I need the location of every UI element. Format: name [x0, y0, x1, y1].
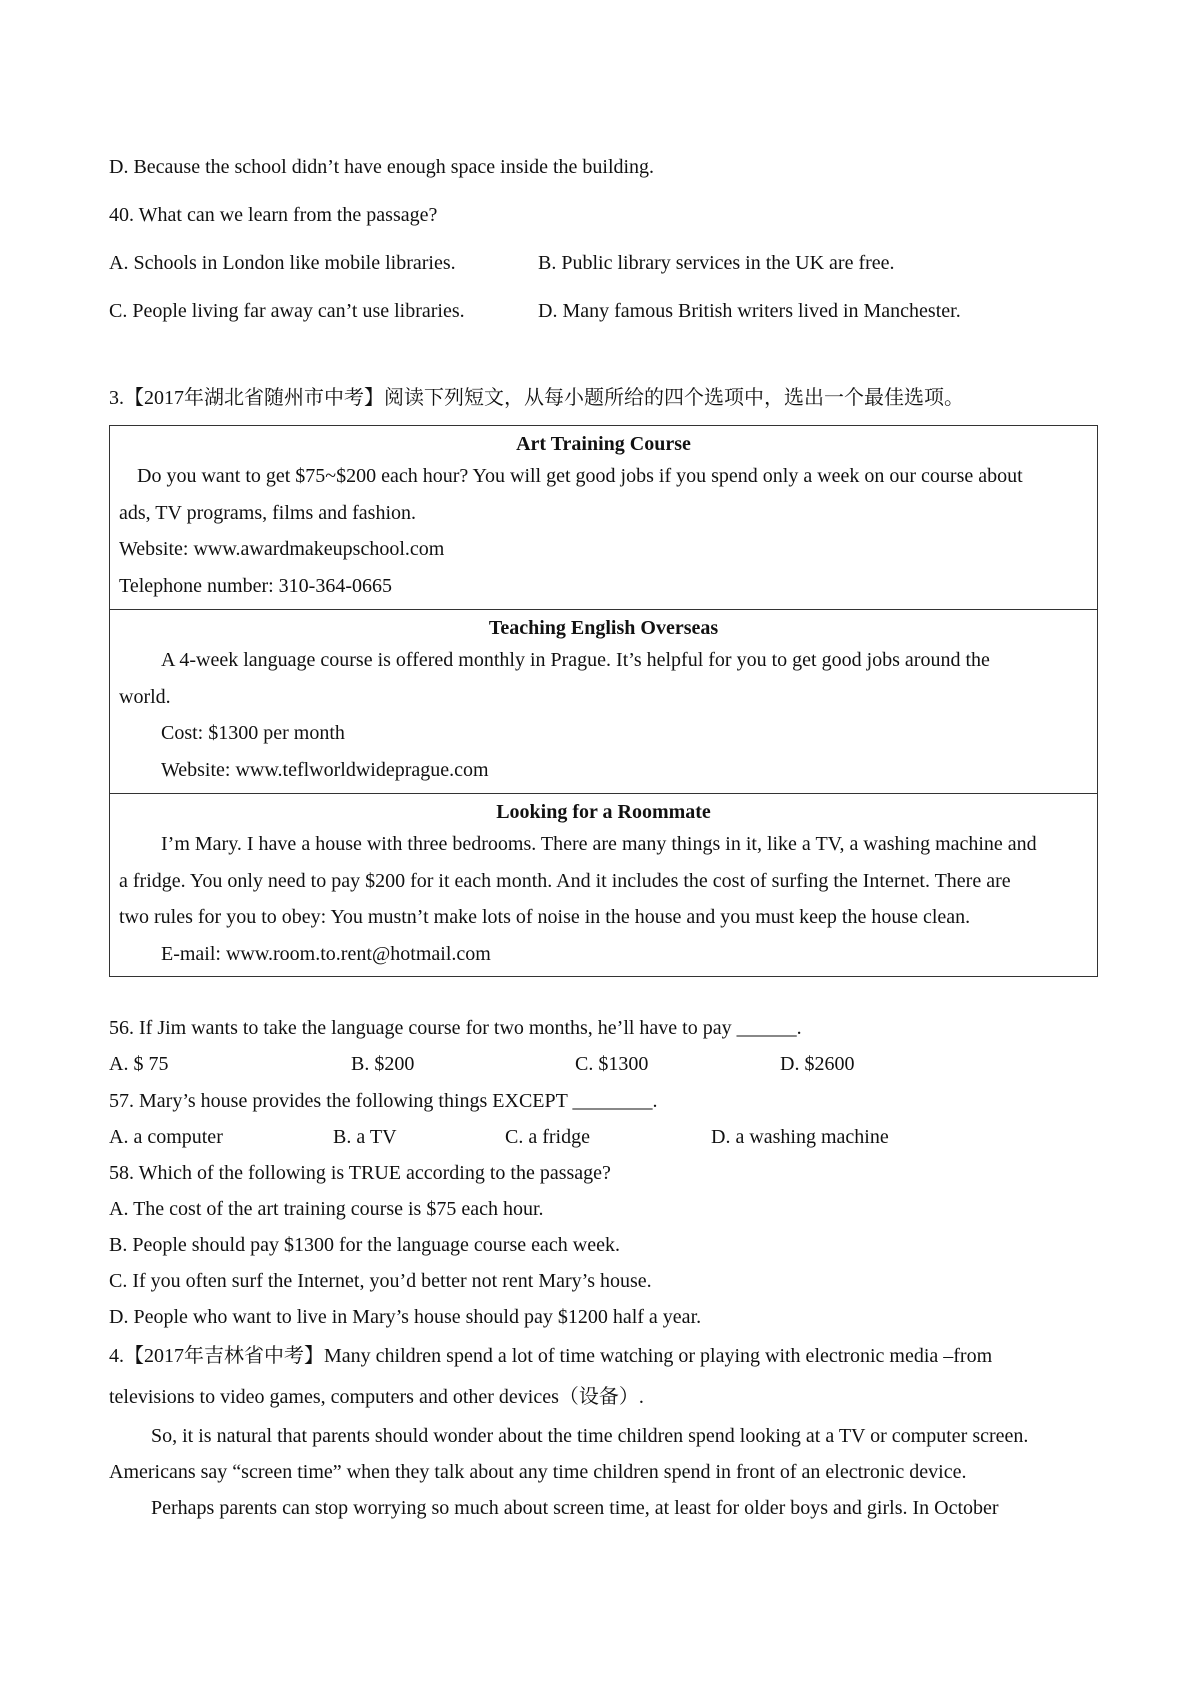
q57-option-a: A. a computer	[109, 1126, 223, 1148]
q39-option-d: D. Because the school didn’t have enough space inside the building.	[109, 156, 655, 178]
section4-line: Perhaps parents can stop worrying so much about screen time, at least for older boys and girls. In October	[151, 1497, 999, 1519]
ad-website: Website: www.awardmakeupschool.com	[119, 538, 445, 560]
ad-title: Looking for a Roommate	[496, 801, 711, 823]
section4-line: 4.【2017年吉林省中考】Many children spend a lot of time watching or playing with electronic media –from	[109, 1345, 993, 1367]
section4-line: Americans say “screen time” when they talk about any time children spend in front of an electronic device.	[109, 1461, 967, 1483]
ad-text-line: I’m Mary. I have a house with three bedrooms. There are many things in it, like a TV, a washing machine and	[161, 833, 1037, 855]
ad-teaching-english	[110, 610, 1097, 794]
q58-option-d: D. People who want to live in Mary’s house should pay $1200 half a year.	[109, 1306, 702, 1328]
ad-text-line: A 4-week language course is offered monthly in Prague. It’s helpful for you to get good jobs around the	[161, 649, 990, 671]
q56-option-d: D. $2600	[780, 1053, 855, 1075]
ad-email: E-mail: www.room.to.rent@hotmail.com	[161, 942, 491, 965]
ad-title: Art Training Course	[516, 433, 691, 455]
section4-line: televisions to video games, computers and other devices（设备）.	[109, 1386, 644, 1408]
ad-text-line: two rules for you to obey: You mustn’t make lots of noise in the house and you must keep the house clean.	[119, 906, 971, 928]
ad-text-line: ads, TV programs, films and fashion.	[119, 501, 417, 524]
ads-table	[109, 425, 1098, 977]
ad-website: Website: www.teflworldwideprague.com	[161, 758, 489, 781]
section4-line: So, it is natural that parents should wonder about the time children spend looking at a TV or computer screen.	[151, 1425, 1029, 1447]
ad-text-line: a fridge. You only need to pay $200 for it each month. And it includes the cost of surfing the Internet. There are	[119, 869, 1011, 892]
q58-option-a: A. The cost of the art training course is $75 each hour.	[109, 1198, 544, 1220]
ad-telephone: Telephone number: 310-364-0665	[119, 574, 392, 597]
q56-option-c: C. $1300	[575, 1053, 649, 1075]
q57-option-c: C. a fridge	[505, 1126, 590, 1148]
ad-art-training	[110, 426, 1097, 610]
q57-option-d: D. a washing machine	[711, 1126, 889, 1148]
q58-option-c: C. If you often surf the Internet, you’d better not rent Mary’s house.	[109, 1270, 652, 1292]
q56-stem: 56. If Jim wants to take the language course for two months, he’ll have to pay ______.	[109, 1017, 802, 1039]
q57-stem: 57. Mary’s house provides the following things EXCEPT ________.	[109, 1090, 658, 1112]
ad-roommate	[110, 794, 1097, 975]
q56-option-a: A. $ 75	[109, 1053, 169, 1075]
q58-stem: 58. Which of the following is TRUE according to the passage?	[109, 1162, 611, 1184]
q40-option-c: C. People living far away can’t use libraries.	[109, 300, 465, 322]
q40-option-d: D. Many famous British writers lived in Manchester.	[538, 300, 961, 322]
section3-heading: 3.【2017年湖北省随州市中考】阅读下列短文，从每小题所给的四个选项中，选出一个最佳选项。	[109, 387, 964, 409]
q56-option-b: B. $200	[351, 1053, 415, 1075]
q40-option-a: A. Schools in London like mobile libraries.	[109, 252, 456, 274]
ad-text-line: world.	[119, 685, 171, 708]
q40-option-b: B. Public library services in the UK are free.	[538, 252, 895, 274]
ad-cost: Cost: $1300 per month	[161, 722, 345, 744]
q57-option-b: B. a TV	[333, 1126, 397, 1148]
ad-text-line: Do you want to get $75~$200 each hour? You will get good jobs if you spend only a week on our course about	[137, 465, 1023, 487]
q58-option-b: B. People should pay $1300 for the language course each week.	[109, 1234, 620, 1256]
ad-title: Teaching English Overseas	[488, 617, 719, 639]
q40-stem: 40. What can we learn from the passage?	[109, 204, 438, 226]
